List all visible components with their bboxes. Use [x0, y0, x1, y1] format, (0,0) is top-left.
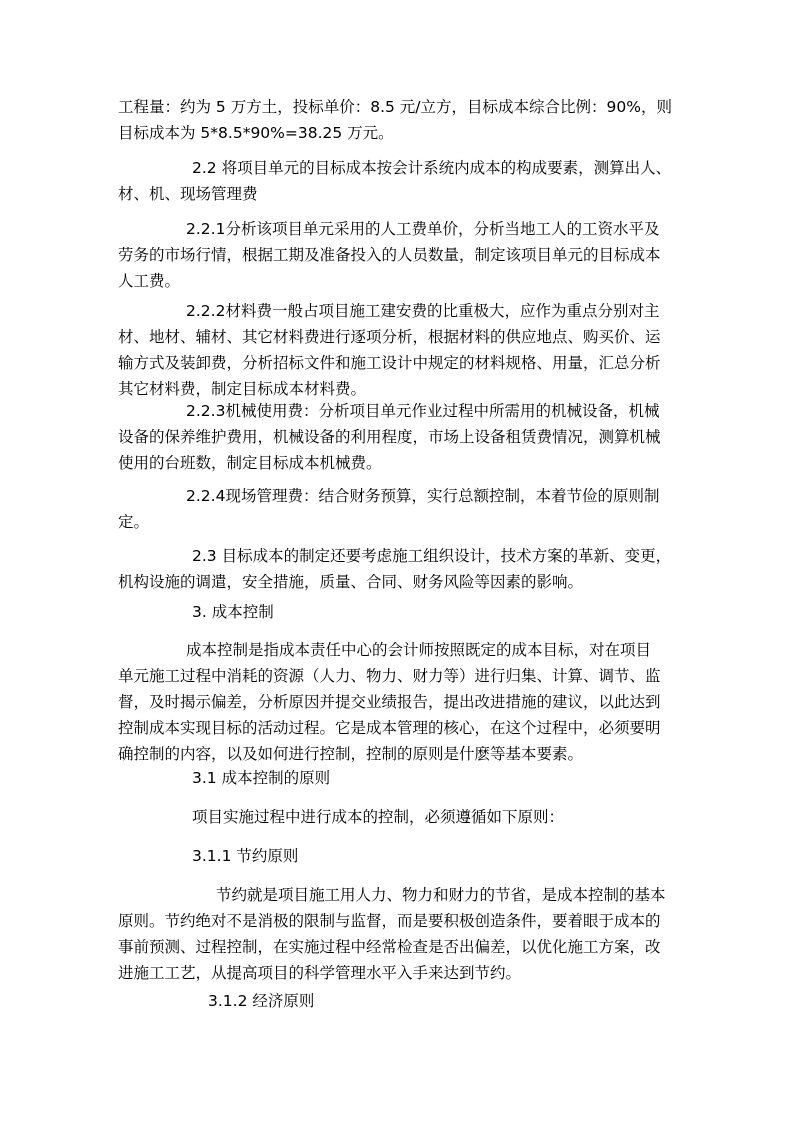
- text-line: 3.1.1 节约原则: [192, 847, 299, 865]
- text-line: 节约就是项目施工用人力、物力和财力的节省，是成本控制的基本: [216, 886, 666, 904]
- paragraph-machinery-cost: [118, 398, 678, 476]
- text-line: 使用的台班数，制定目标成本机械费。: [118, 454, 382, 472]
- text-line: 项目实施过程中进行成本的控制，必须遵循如下原则：: [192, 808, 565, 826]
- text-line: 3. 成本控制: [192, 603, 274, 621]
- text-line: 输方式及装卸费，分析招标文件和施工设计中规定的材料规格、用量，汇总分析: [118, 354, 661, 372]
- text-line: 机构设施的调遣，安全措施，质量、合同、财务风险等因素的影响。: [118, 573, 584, 591]
- text-line: 人工费。: [118, 272, 181, 290]
- paragraph-site-management-cost: [118, 483, 678, 535]
- text-line: 其它材料费，制定目标成本材料费。: [118, 380, 367, 398]
- text-line: 2.2.3机械使用费：分析项目单元作业过程中所需用的机械设备，机械: [186, 402, 660, 420]
- text-line: 控制成本实现目标的活动过程。它是成本管理的核心，在这个过程中，必须要明: [118, 719, 661, 737]
- paragraph-labor-cost: [118, 216, 678, 294]
- paragraph-material-cost: [118, 298, 678, 402]
- heading-cost-control: [118, 599, 678, 625]
- paragraph-saving-principle: [118, 882, 678, 986]
- text-line: 确控制的内容，以及如何进行控制，控制的原则是什麽等基本要素。: [118, 745, 584, 763]
- text-line: 目标成本为 5*8.5*90%=38.25 万元。: [118, 124, 394, 142]
- text-line: 原则。节约绝对不是消极的限制与监督，而是要积极创造条件，要着眼于成本的: [118, 912, 661, 930]
- heading-economic-principle: [118, 988, 678, 1014]
- text-line: 定。: [118, 513, 150, 531]
- text-line: 2.3 目标成本的制定还要考虑施工组织设计，技术方案的革新、变更，: [192, 547, 672, 565]
- text-line: 单元施工过程中消耗的资源（人力、物力、财力等）进行归集、计算、调节、监: [118, 667, 661, 685]
- text-line: 成本控制是指成本责任中心的会计师按照既定的成本目标，对在项目: [186, 641, 652, 659]
- text-line: 2.2.2材料费一般占项目施工建安费的比重极大，应作为重点分别对主: [186, 302, 660, 320]
- paragraph-target-cost-example: [118, 94, 678, 146]
- text-line: 3.1 成本控制的原则: [192, 769, 331, 787]
- heading-cost-control-principles: [118, 765, 678, 791]
- text-line: 材、机、现场管理费: [118, 185, 258, 203]
- text-line: 2.2 将项目单元的目标成本按会计系统内成本的构成要素，测算出人、: [192, 159, 672, 177]
- text-line: 进施工工艺，从提高项目的科学管理水平入手来达到节约。: [118, 964, 522, 982]
- paragraph-cost-control-definition: [118, 637, 678, 767]
- paragraph-principles-intro: [118, 804, 678, 830]
- text-line: 工程量：约为 5 万方土，投标单价：8.5 元/立方，目标成本综合比例：90%，则: [118, 98, 672, 116]
- heading-saving-principle: [118, 843, 678, 869]
- text-line: 3.1.2 经济原则: [208, 992, 315, 1010]
- paragraph-section-2-3: [118, 543, 678, 595]
- text-line: 材、地材、辅材、其它材料费进行逐项分析，根据材料的供应地点、购买价、运: [118, 328, 661, 346]
- text-line: 2.2.1分析该项目单元采用的人工费单价，分析当地工人的工资水平及: [186, 220, 660, 238]
- text-line: 事前预测、过程控制，在实施过程中经常检查是否出偏差，以优化施工方案，改: [118, 938, 661, 956]
- text-line: 设备的保养维护费用，机械设备的利用程度，市场上设备租赁费情况，测算机械: [118, 428, 661, 446]
- text-line: 督，及时揭示偏差，分析原因并提交业绩报告，提出改进措施的建议，以此达到: [118, 693, 661, 711]
- paragraph-section-2-2: [118, 155, 678, 207]
- text-line: 劳务的市场行情，根据工期及准备投入的人员数量，制定该项目单元的目标成本: [118, 246, 661, 264]
- text-line: 2.2.4现场管理费：结合财务预算，实行总额控制，本着节俭的原则制: [186, 487, 660, 505]
